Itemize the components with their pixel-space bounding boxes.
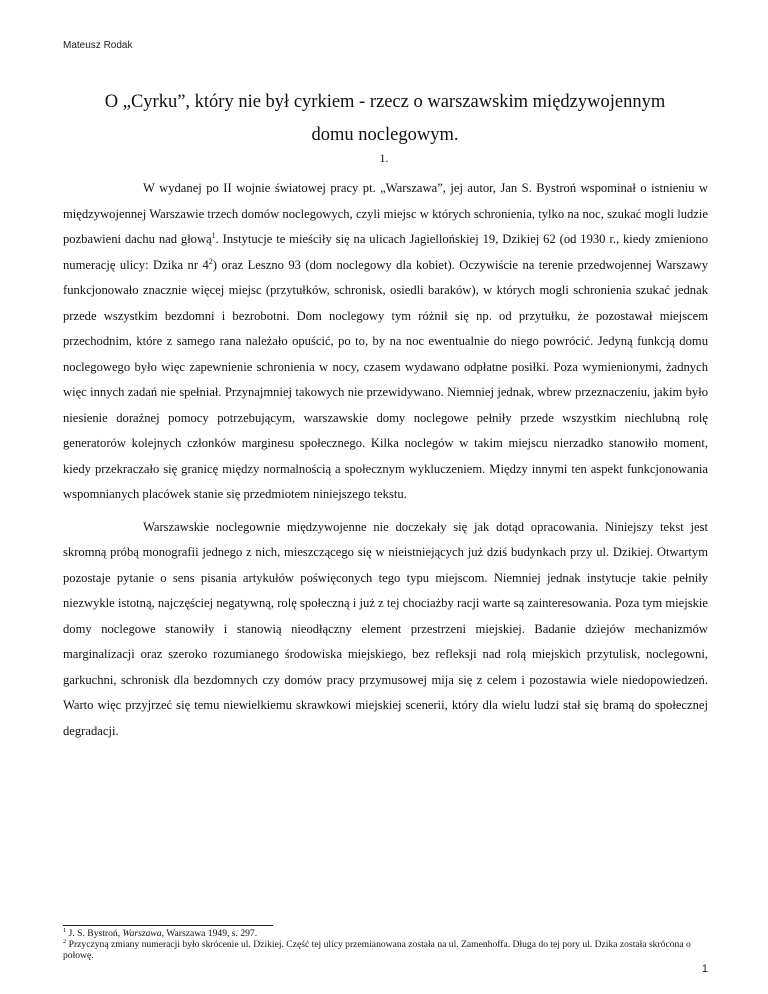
title-line-2: domu noclegowym. [311, 125, 459, 145]
title-line-1: O „Cyrku”, który nie był cyrkiem - rzecz o warszawskim międzywojennym [104, 92, 666, 112]
page-number: 1 [701, 963, 708, 975]
footnote-2-number: 2 [63, 937, 67, 945]
footnote-2 [63, 939, 708, 961]
section-number: 1. [379, 151, 389, 165]
footnote-1 [63, 928, 708, 939]
footnote-ref-1: 1 [211, 230, 216, 240]
paragraph-1-text-a: W wydanej po II wojnie światowej pracy pt. „Warszawa”, jej autor, Jan S. Bystroń wspominał o istnieniu w międzywojennej Warszawie trzech domów noclegowych, czyli miejsc w których schronienia, tylko na noc, szukać mogli ludzie pozbawieni dachu nad głową [63, 181, 708, 246]
body-text [63, 176, 708, 744]
footnote-1-text-a: J. S. Bystroń, [66, 928, 123, 939]
footnote-separator [63, 925, 273, 926]
document-title [80, 86, 690, 152]
footnote-1-italic-title: Warszawa [122, 928, 162, 939]
footnote-1-text-b: , Warszawa 1949, s. 297. [161, 928, 258, 939]
paragraph-1 [63, 176, 708, 508]
running-header-author: Mateusz Rodak [63, 40, 133, 51]
paragraph-2: Warszawskie noclegownie międzywojenne nie doczekały się jak dotąd opracowania. Niniejszy tekst jest skromną próbą monografii jednego z nich, mieszczącego się w nieistniejących już dziś budynkach przy ul. Dzikiej. Otwartym pozostaje pytanie o sens pisania artykułów poświęconych tego typu miejscom. Niemniej jednak instytucje takie pełniły niezwykle istotną, najczęściej negatywną, rolę społeczną i już z tej chociażby racji warte są zainteresowania. Poza tym miejskie domy noclegowe stanowiły i stanowią nieodłączny element przestrzeni miejskiej. Badanie dziejów mechanizmów marginalizacji oraz szeroko rozumianego środowiska miejskiego, bez refleksji nad rolą miejskich przytulisk, noclegowni, garkuchni, schronisk dla bezdomnych czy domów pracy przymusowej mija się z celem i pozostawia wiele niedopowiedzeń. Warto więc przyjrzeć się temu niewielkiemu skrawkowi miejskiej scenerii, który dla wielu ludzi stał się bramą do społecznej degradacji. [63, 519, 708, 738]
footnotes [63, 928, 708, 961]
paragraph-1-text-b: . Instytucje te mieściły się na ulicach Jagiellońskiej 19, Dzikiej 62 (od 1930 r., kiedy zmieniono numerację ulicy: Dzika nr 4 [63, 232, 708, 272]
footnote-ref-2: 2 [208, 256, 213, 266]
paragraph-1-text-c: ) oraz Leszno 93 (dom noclegowy dla kobiet). Oczywiście na terenie przedwojennej Warszawy funkcjonowało znacznie więcej miejsc (przytułków, schronisk, osiedli baraków), w których mogli schronienia szukać jednak przede wszystkim bezdomni i bezrobotni. Dom noclegowy tym różnił się np. od przytułku, że pozostawał miejscem przechodnim, które z samego rana należało opuścić, po to, by na noc ewentualnie do niego powrócić. Jedyną funkcją domu noclegowego było więc zapewnienie schronienia w nocy, czasem wydawano odpłatne posiłki. Poza wymienionymi, żadnych więc innych zadań nie spełniał. Przynajmniej takowych nie przewidywano. Niemniej jednak, wbrew przeznaczeniu, jakim było niesienie doraźnej pomocy potrzebującym, warszawskie domy noclegowe pełniły przede wszystkim niechlubną rolę generatorów kolejnych członków marginesu społecznego. Kilka noclegów w takim miejscu nierzadko stanowiło moment, kiedy przekraczało się granicę między normalnością a społecznym wykluczeniem. Między innymi ten aspekt funkcjonowania wspomnianych placówek stanie się przedmiotem niniejszego tekstu. [63, 257, 709, 501]
footnote-2-text: Przyczyną zmiany numeracji było skrócenie ul. Dzikiej. Część tej ulicy przemianowana została na ul. Zamenhoffa. Długa do tej pory ul. Dzika została skrócona o połowę. [63, 939, 691, 961]
footnote-1-number: 1 [63, 926, 67, 934]
